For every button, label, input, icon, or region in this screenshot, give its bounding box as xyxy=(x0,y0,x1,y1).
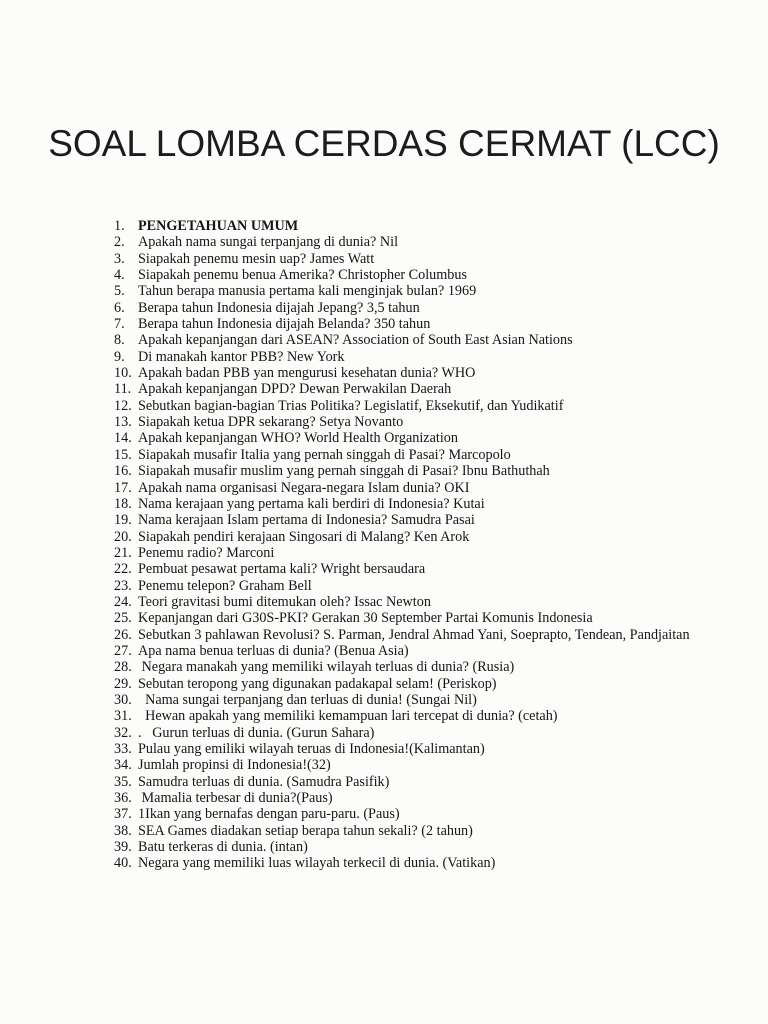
list-item xyxy=(112,251,712,267)
item-number: 26. xyxy=(114,626,132,643)
item-text: Penemu radio? Marconi xyxy=(138,544,275,561)
item-number: 14. xyxy=(114,430,132,447)
list-item xyxy=(112,365,712,381)
list-item xyxy=(112,610,712,626)
item-text: Siapakah musafir muslim yang pernah singgah di Pasai? Ibnu Bathuthah xyxy=(138,463,550,480)
list-item xyxy=(112,267,712,283)
item-text: Apakah kepanjangan WHO? World Health Organization xyxy=(138,430,458,447)
item-text: Nama sungai terpanjang dan terluas di dunia! (Sungai Nil) xyxy=(138,691,477,708)
item-number: 5. xyxy=(114,283,125,300)
item-number: 7. xyxy=(114,316,125,333)
list-item xyxy=(112,529,712,545)
list-item xyxy=(112,692,712,708)
item-number: 1. xyxy=(114,218,125,234)
list-item xyxy=(112,218,712,234)
item-text: Nama kerajaan Islam pertama di Indonesia? Samudra Pasai xyxy=(138,512,475,529)
list-item xyxy=(112,300,712,316)
item-number: 24. xyxy=(114,593,132,610)
item-text: Negara manakah yang memiliki wilayah terluas di dunia? (Rusia) xyxy=(138,659,515,676)
list-item xyxy=(112,398,712,414)
item-text: Siapakah penemu benua Amerika? Christopher Columbus xyxy=(138,267,467,284)
list-item xyxy=(112,676,712,692)
list-item xyxy=(112,430,712,446)
item-number: 22. xyxy=(114,561,132,578)
list-item xyxy=(112,594,712,610)
item-number: 31. xyxy=(114,708,132,725)
list-item xyxy=(112,512,712,528)
list-item xyxy=(112,578,712,594)
item-number: 12. xyxy=(114,397,132,414)
item-text: Sebutkan 3 pahlawan Revolusi? S. Parman, Jendral Ahmad Yani, Soeprapto, Tendean, Pandjaitan xyxy=(138,626,690,643)
item-text: Apakah kepanjangan DPD? Dewan Perwakilan Daerah xyxy=(138,381,452,398)
item-number: 28. xyxy=(114,659,132,676)
item-text: Negara yang memiliki luas wilayah terkecil di dunia. (Vatikan) xyxy=(138,855,496,872)
list-item xyxy=(112,316,712,332)
list-item xyxy=(112,823,712,839)
list-item xyxy=(112,349,712,365)
item-number: 30. xyxy=(114,691,132,708)
list-item xyxy=(112,414,712,430)
item-text: Mamalia terbesar di dunia?(Paus) xyxy=(138,790,333,807)
item-number: 2. xyxy=(114,234,125,251)
list-item xyxy=(112,381,712,397)
item-number: 4. xyxy=(114,267,125,284)
item-number: 15. xyxy=(114,446,132,463)
item-number: 11. xyxy=(114,381,132,398)
item-number: 37. xyxy=(114,806,132,823)
item-text: Apakah nama organisasi Negara-negara Islam dunia? OKI xyxy=(138,479,470,496)
item-number: 19. xyxy=(114,512,132,529)
list-item xyxy=(112,855,712,871)
item-number: 33. xyxy=(114,741,132,757)
item-text: Pulau yang emiliki wilayah teruas di Indonesia!(Kalimantan) xyxy=(138,741,485,757)
item-text: Apakah kepanjangan dari ASEAN? Association of South East Asian Nations xyxy=(138,332,573,349)
list-item xyxy=(112,741,712,757)
item-text: Batu terkeras di dunia. (intan) xyxy=(138,839,308,856)
item-text: Teori gravitasi bumi ditemukan oleh? Issac Newton xyxy=(138,593,431,610)
list-item xyxy=(112,708,712,724)
list-item xyxy=(112,561,712,577)
item-text: Pembuat pesawat pertama kali? Wright bersaudara xyxy=(138,561,426,578)
item-number: 36. xyxy=(114,790,132,807)
list-item xyxy=(112,774,712,790)
list-item xyxy=(112,332,712,348)
list-item xyxy=(112,496,712,512)
list-item xyxy=(112,447,712,463)
item-text: Di manakah kantor PBB? New York xyxy=(138,348,345,365)
item-text: Tahun berapa manusia pertama kali menginjak bulan? 1969 xyxy=(138,283,477,300)
list-item xyxy=(112,643,712,659)
item-number: 25. xyxy=(114,610,132,627)
item-number: 35. xyxy=(114,773,132,790)
list-item xyxy=(112,725,712,741)
item-text: Siapakah ketua DPR sekarang? Setya Novanto xyxy=(138,414,404,431)
item-text: Siapakah musafir Italia yang pernah singgah di Pasai? Marcopolo xyxy=(138,446,511,463)
item-text: 1Ikan yang bernafas dengan paru-paru. (Paus) xyxy=(138,806,400,823)
item-number: 29. xyxy=(114,675,132,692)
item-text: Samudra terluas di dunia. (Samudra Pasifik) xyxy=(138,773,390,790)
item-text: Berapa tahun Indonesia dijajah Jepang? 3,5 tahun xyxy=(138,299,420,316)
item-number: 18. xyxy=(114,495,132,512)
item-text: Hewan apakah yang memiliki kemampuan lari tercepat di dunia? (cetah) xyxy=(138,708,558,725)
item-text: . Gurun terluas di dunia. (Gurun Sahara) xyxy=(138,724,375,741)
item-number: 8. xyxy=(114,332,125,349)
item-number: 27. xyxy=(114,642,132,659)
list-item xyxy=(112,839,712,855)
list-item xyxy=(112,627,712,643)
item-text: Nama kerajaan yang pertama kali berdiri di Indonesia? Kutai xyxy=(138,495,485,512)
item-number: 13. xyxy=(114,414,132,431)
list-item xyxy=(112,806,712,822)
item-number: 9. xyxy=(114,348,125,365)
list-item xyxy=(112,480,712,496)
item-text: Berapa tahun Indonesia dijajah Belanda? 350 tahun xyxy=(138,316,431,333)
item-text: SEA Games diadakan setiap berapa tahun sekali? (2 tahun) xyxy=(138,822,473,839)
item-text: Apa nama benua terluas di dunia? (Benua Asia) xyxy=(138,642,409,659)
item-number: 38. xyxy=(114,822,132,839)
document-title: SOAL LOMBA CERDAS CERMAT (LCC) xyxy=(48,123,720,164)
item-text: Siapakah penemu mesin uap? James Watt xyxy=(138,250,375,267)
item-text: Jumlah propinsi di Indonesia!(32) xyxy=(138,757,331,774)
list-item xyxy=(112,790,712,806)
item-text: Apakah badan PBB yan mengurusi kesehatan dunia? WHO xyxy=(138,365,476,382)
item-number: 10. xyxy=(114,365,132,382)
item-text: Penemu telepon? Graham Bell xyxy=(138,577,312,594)
item-number: 16. xyxy=(114,463,132,480)
item-text: Sebutan teropong yang digunakan padakapal selam! (Periskop) xyxy=(138,675,497,692)
section-heading: PENGETAHUAN UMUM xyxy=(138,218,299,234)
item-number: 21. xyxy=(114,544,132,561)
question-list xyxy=(112,218,712,872)
list-item xyxy=(112,463,712,479)
list-item xyxy=(112,234,712,250)
item-number: 32. xyxy=(114,724,132,741)
item-number: 23. xyxy=(114,577,132,594)
item-number: 39. xyxy=(114,839,132,856)
item-text: Sebutkan bagian-bagian Trias Politika? Legislatif, Eksekutif, dan Yudikatif xyxy=(138,397,564,414)
item-number: 20. xyxy=(114,528,132,545)
item-number: 34. xyxy=(114,757,132,774)
list-item xyxy=(112,545,712,561)
item-number: 40. xyxy=(114,855,132,872)
list-item xyxy=(112,757,712,773)
item-number: 6. xyxy=(114,299,125,316)
item-number: 3. xyxy=(114,250,125,267)
list-item xyxy=(112,659,712,675)
item-text: Apakah nama sungai terpanjang di dunia? Nil xyxy=(138,234,399,251)
item-text: Kepanjangan dari G30S-PKI? Gerakan 30 September Partai Komunis Indonesia xyxy=(138,610,593,627)
list-item xyxy=(112,283,712,299)
item-text: Siapakah pendiri kerajaan Singosari di Malang? Ken Arok xyxy=(138,528,470,545)
item-number: 17. xyxy=(114,479,132,496)
